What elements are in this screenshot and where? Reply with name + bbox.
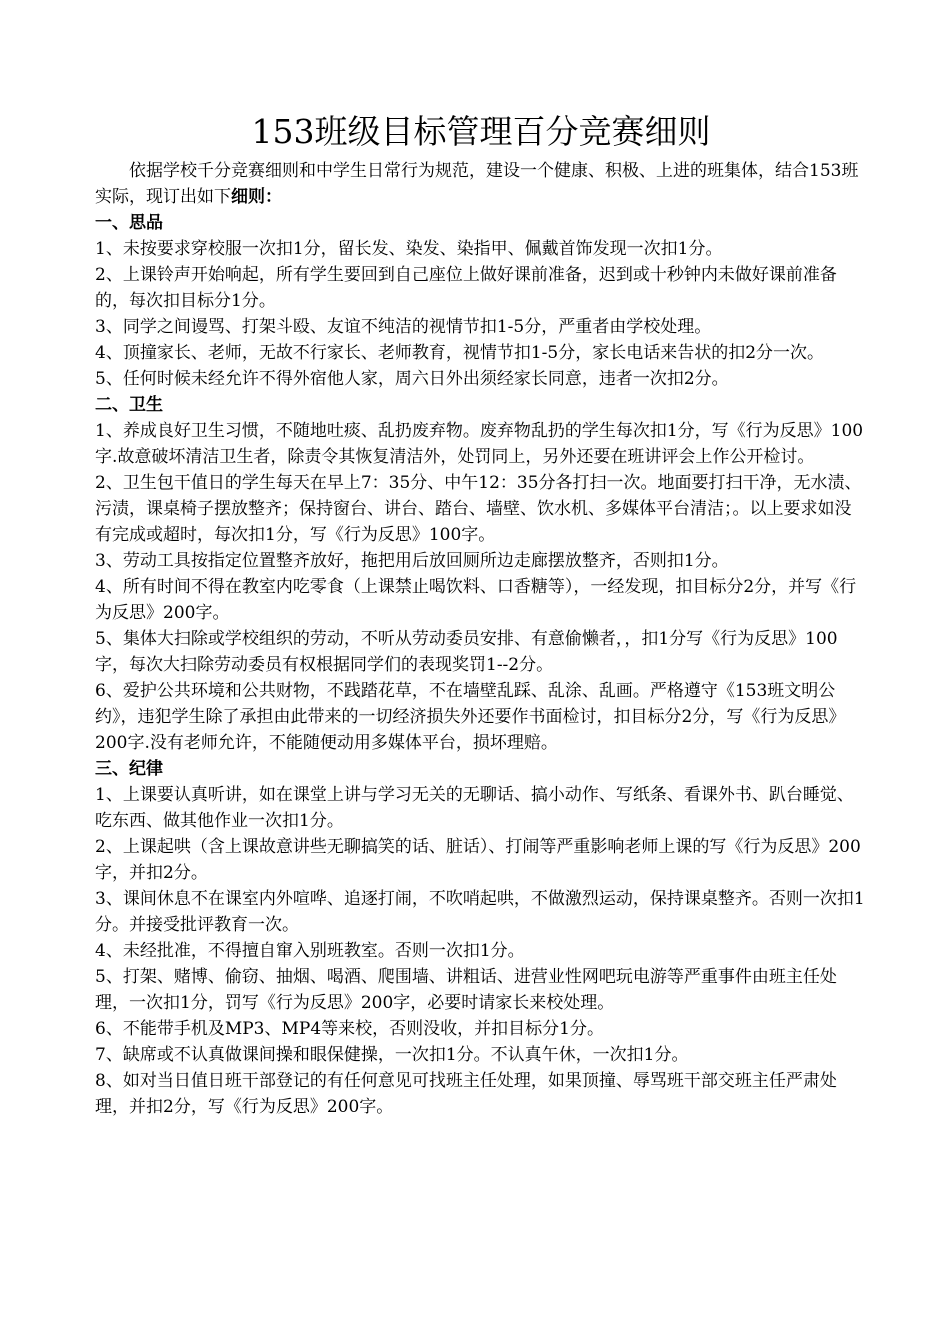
rule-item: 5、打架、赌博、偷窃、抽烟、喝酒、爬围墙、讲粗话、进营业性网吧玩电游等严重事件由班主任处理，一次扣1分，罚写《行为反思》200字，必要时请家长来校处理。 <box>95 967 837 1013</box>
section-heading: 三、纪律 <box>95 759 163 779</box>
rule-item: 5、集体大扫除或学校组织的劳动，不听从劳动委员安排、有意偷懒者，，扣1分写《行为反思》100字，每次大扫除劳动委员有权根据同学们的表现奖罚1--2分。 <box>95 629 838 675</box>
rule-item: 5、任何时候未经允许不得外宿他人家，周六日外出须经家长同意，违者一次扣2分。 <box>95 369 729 389</box>
rule-item: 4、顶撞家长、老师，无故不行家长、老师教育，视情节扣1-5分，家长电话来告状的扣2分一次。 <box>95 343 825 363</box>
document-page <box>95 108 867 1120</box>
rule-item: 4、未经批准，不得擅自窜入别班教室。否则一次扣1分。 <box>95 941 525 961</box>
rule-item: 1、未按要求穿校服一次扣1分，留长发、染发、染指甲、佩戴首饰发现一次扣1分。 <box>95 239 723 259</box>
rule-item: 6、不能带手机及MP3、MP4等来校，否则没收，并扣目标分1分。 <box>95 1019 604 1039</box>
section-jilv <box>95 756 867 1120</box>
rule-item: 2、上课起哄（含上课故意讲些无聊搞笑的话、脏话）、打闹等严重影响老师上课的写《行为反思》200字，并扣2分。 <box>95 837 861 883</box>
rule-item: 3、课间休息不在课室内外喧哗、追逐打闹，不吹哨起哄，不做激烈运动，保持课桌整齐。否则一次扣1分。并接受批评教育一次。 <box>95 889 865 935</box>
rule-item: 3、同学之间谩骂、打架斗殴、友谊不纯洁的视情节扣1-5分，严重者由学校处理。 <box>95 317 712 337</box>
section-heading: 一、思品 <box>95 213 163 233</box>
intro-bold: 细则： <box>231 187 282 207</box>
intro-text: 依据学校千分竞赛细则和中学生日常行为规范，建设一个健康、积极、上进的班集体，结合153班实际，现订出如下 <box>95 161 859 207</box>
rule-item: 1、养成良好卫生习惯，不随地吐痰、乱扔废弃物。废弃物乱扔的学生每次扣1分，写《行为反思》100字.故意破坏清洁卫生者，除责令其恢复清洁外，处罚同上，另外还要在班讲评会上作公开检讨。 <box>95 421 864 467</box>
rule-item: 7、缺席或不认真做课间操和眼保健操，一次扣1分。不认真午休，一次扣1分。 <box>95 1045 689 1065</box>
rule-item: 2、上课铃声开始响起，所有学生要回到自己座位上做好课前准备，迟到或十秒钟内未做好课前准备的，每次扣目标分1分。 <box>95 265 837 311</box>
section-heading: 二、卫生 <box>95 395 163 415</box>
rule-item: 1、上课要认真听讲，如在课堂上讲与学习无关的无聊话、搞小动作、写纸条、看课外书、趴台睡觉、吃东西、做其他作业一次扣1分。 <box>95 785 854 831</box>
document-title: 153班级目标管理百分竞赛细则 <box>251 112 711 151</box>
rule-item: 4、所有时间不得在教室内吃零食（上课禁止喝饮料、口香糖等），一经发现，扣目标分2分，并写《行为反思》200字。 <box>95 577 857 623</box>
section-weisheng <box>95 392 867 756</box>
rule-item: 2、卫生包干值日的学生每天在早上7：35分、中午12：35分各打扫一次。地面要打扫干净，无水渍、污渍，课桌椅子摆放整齐；保持窗台、讲台、踏台、墙壁、饮水机、多媒体平台清洁；。以上要求如没有完成或超时，每次扣1分，写《行为反思》100字。 <box>95 473 862 545</box>
section-sipin <box>95 210 867 392</box>
intro-paragraph <box>95 158 867 210</box>
rule-item: 8、如对当日值日班干部登记的有任何意见可找班主任处理，如果顶撞、辱骂班干部交班主任严肃处理，并扣2分，写《行为反思》200字。 <box>95 1071 837 1117</box>
rule-item: 6、爱护公共环境和公共财物，不践踏花草，不在墙壁乱踩、乱涂、乱画。严格遵守《153班文明公约》，违犯学生除了承担由此带来的一切经济损失外还要作书面检讨，扣目标分2分，写《行为反思》200字.没有老师允许，不能随便动用多媒体平台，损坏理赔。 <box>95 681 846 753</box>
rule-item: 3、劳动工具按指定位置整齐放好，拖把用后放回厕所边走廊摆放整齐，否则扣1分。 <box>95 551 729 571</box>
